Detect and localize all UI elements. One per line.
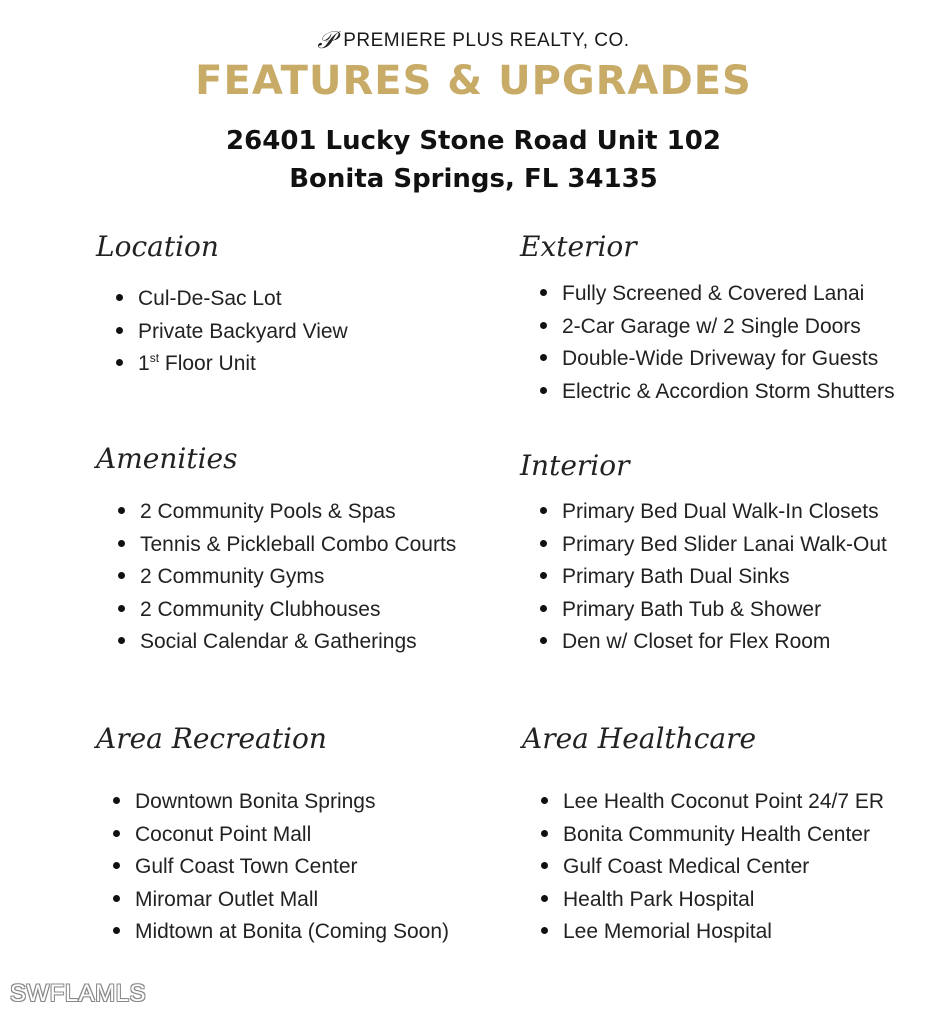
bullet-icon bbox=[540, 540, 547, 547]
amenities-list bbox=[118, 496, 456, 659]
list-item: Downtown Bonita Springs bbox=[113, 786, 449, 819]
bullet-icon bbox=[113, 862, 120, 869]
section-heading-recreation: Area Recreation bbox=[96, 722, 327, 755]
bullet-icon bbox=[540, 354, 547, 361]
interior-list bbox=[540, 496, 887, 659]
watermark: SWFLAMLS bbox=[10, 980, 147, 1007]
bullet-icon bbox=[540, 289, 547, 296]
bullet-icon bbox=[113, 830, 120, 837]
bullet-icon bbox=[540, 507, 547, 514]
bullet-icon bbox=[541, 830, 548, 837]
healthcare-list bbox=[541, 786, 884, 949]
list-item: Double-Wide Driveway for Guests bbox=[540, 343, 895, 376]
section-heading-interior: Interior bbox=[520, 449, 630, 482]
list-item: Bonita Community Health Center bbox=[541, 819, 884, 852]
recreation-list bbox=[113, 786, 449, 949]
list-item: Primary Bed Slider Lanai Walk-Out bbox=[540, 529, 887, 562]
bullet-icon bbox=[540, 387, 547, 394]
list-item: Gulf Coast Town Center bbox=[113, 851, 449, 884]
section-heading-exterior: Exterior bbox=[520, 230, 637, 263]
list-item: Primary Bath Dual Sinks bbox=[540, 561, 887, 594]
bullet-icon bbox=[116, 359, 123, 366]
bullet-icon bbox=[113, 895, 120, 902]
list-item: Miromar Outlet Mall bbox=[113, 884, 449, 917]
list-item: Primary Bed Dual Walk-In Closets bbox=[540, 496, 887, 529]
bullet-icon bbox=[541, 797, 548, 804]
list-item: Coconut Point Mall bbox=[113, 819, 449, 852]
bullet-icon bbox=[116, 294, 123, 301]
list-item: Private Backyard View bbox=[116, 316, 348, 349]
bullet-icon bbox=[118, 605, 125, 612]
section-heading-location: Location bbox=[96, 230, 219, 263]
bullet-icon bbox=[541, 862, 548, 869]
brand-logo-icon: 𝒫 bbox=[317, 26, 336, 54]
list-item: 1st Floor Unit bbox=[116, 348, 348, 381]
section-heading-healthcare: Area Healthcare bbox=[522, 722, 757, 755]
list-item: 2-Car Garage w/ 2 Single Doors bbox=[540, 311, 895, 344]
address-line-1: 26401 Lucky Stone Road Unit 102 bbox=[226, 126, 721, 156]
exterior-list bbox=[540, 278, 895, 408]
bullet-icon bbox=[113, 927, 120, 934]
list-item: Social Calendar & Gatherings bbox=[118, 626, 456, 659]
brand-name: PREMIERE PLUS REALTY, CO. bbox=[343, 30, 630, 51]
list-item: 2 Community Gyms bbox=[118, 561, 456, 594]
bullet-icon bbox=[541, 895, 548, 902]
list-item: Lee Health Coconut Point 24/7 ER bbox=[541, 786, 884, 819]
brand-header bbox=[0, 26, 947, 54]
bullet-icon bbox=[118, 507, 125, 514]
list-item: Gulf Coast Medical Center bbox=[541, 851, 884, 884]
section-heading-amenities: Amenities bbox=[96, 442, 238, 475]
list-item: Lee Memorial Hospital bbox=[541, 916, 884, 949]
bullet-icon bbox=[541, 927, 548, 934]
bullet-icon bbox=[118, 572, 125, 579]
list-item: 2 Community Pools & Spas bbox=[118, 496, 456, 529]
list-item: Fully Screened & Covered Lanai bbox=[540, 278, 895, 311]
bullet-icon bbox=[118, 637, 125, 644]
list-item: 2 Community Clubhouses bbox=[118, 594, 456, 627]
list-item: Electric & Accordion Storm Shutters bbox=[540, 376, 895, 409]
page-title: FEATURES & UPGRADES bbox=[195, 58, 752, 104]
location-list bbox=[116, 283, 348, 381]
bullet-icon bbox=[540, 637, 547, 644]
list-item: Tennis & Pickleball Combo Courts bbox=[118, 529, 456, 562]
bullet-icon bbox=[540, 605, 547, 612]
bullet-icon bbox=[113, 797, 120, 804]
bullet-icon bbox=[118, 540, 125, 547]
address-line-2: Bonita Springs, FL 34135 bbox=[289, 164, 658, 194]
list-item: Midtown at Bonita (Coming Soon) bbox=[113, 916, 449, 949]
list-item: Den w/ Closet for Flex Room bbox=[540, 626, 887, 659]
bullet-icon bbox=[116, 327, 123, 334]
list-item: Primary Bath Tub & Shower bbox=[540, 594, 887, 627]
bullet-icon bbox=[540, 322, 547, 329]
bullet-icon bbox=[540, 572, 547, 579]
list-item: Health Park Hospital bbox=[541, 884, 884, 917]
list-item: Cul-De-Sac Lot bbox=[116, 283, 348, 316]
